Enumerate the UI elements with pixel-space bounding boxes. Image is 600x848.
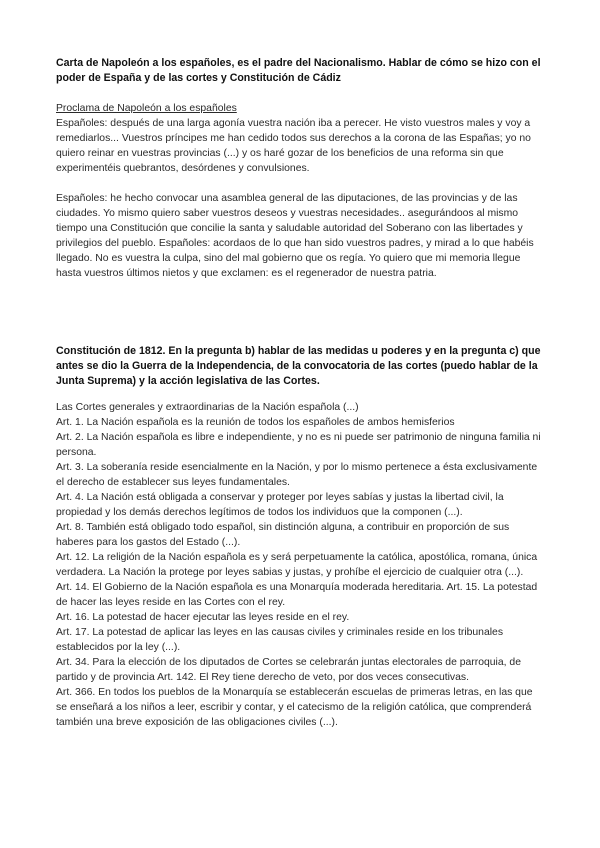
article-item: Art. 17. La potestad de aplicar las leyes en las causas civiles y criminales reside en los tribunales establecidos por la ley (...). — [56, 627, 504, 653]
article-item: Art. 366. En todos los pueblos de la Monarquía se establecerán escuelas de primeras letras, en las que se enseñará a los niños a leer, escribir y contar, y el catecismo de la religión católica, que comprenderá también una breve exposición de las obligaciones civiles (...). — [56, 687, 533, 728]
article-item: Art. 16. La potestad de hacer ejecutar las leyes reside en el rey. — [56, 612, 350, 623]
article-item: Art. 3. La soberanía reside esencialmente en la Nación, y por lo mismo pertenece a ésta exclusivamente el derecho de establecer sus leyes fundamentales. — [56, 462, 538, 488]
proclamation-title: Proclama de Napoleón a los españoles — [56, 103, 237, 114]
constitution-intro: Las Cortes generales y extraordinarias de la Nación española (...) — [56, 402, 359, 413]
article-item: Art. 2. La Nación española es libre e independiente, y no es ni puede ser patrimonio de ninguna familia ni persona. — [56, 432, 541, 458]
article-item: Art. 8. También está obligado todo español, sin distinción alguna, a contribuir en proporción de sus haberes para los gastos del Estado (...). — [56, 522, 510, 548]
proclamation-paragraph-2: Españoles: he hecho convocar una asamblea general de las diputaciones, de las provincias y de las ciudades. Yo mismo quiero saber vuestros deseos y vuestras necesidades.. asegurándoos al mismo tiempo una Constitución que concilie la santa y saludable autoridad del Soberano con las libertades y privilegios del pueblo. Españoles: acordaos de lo que han sido vuestros padres, y mirad a lo que habéis llegado. No es vuestra la culpa, sino del mal gobierno que os regía. Yo quiero que mi memoria llegue hasta vuestros últimos nietos y que exclamen: es el regenerador de nuestra patria. — [56, 193, 534, 279]
section2-heading: Constitución de 1812. En la pregunta b) hablar de las medidas u poderes y en la pregunta c) que antes se dio la Guerra de la Independencia, de la convocatoria de las cortes (puedo hablar de la Junta Suprema) y la acción legislativa de las Cortes. — [56, 345, 541, 387]
proclamation-paragraph-1: Españoles: después de una larga agonía vuestra nación iba a perecer. He visto vuestros males y voy a remediarlos... Vuestros príncipes me han cedido todos sus derechos a la corona de las Españas; yo no quiero reinar en vuestras provincias (...) y os haré gozar de los beneficios de una reforma sin que experimentéis quebrantos, desórdenes y convulsiones. — [56, 118, 531, 174]
document-page — [56, 56, 546, 730]
article-item: Art. 4. La Nación está obligada a conservar y proteger por leyes sabías y justas la libertad civil, la propiedad y los demás derechos legítimos de todos los individuos que la componen (...). — [56, 492, 504, 518]
article-item: Art. 12. La religión de la Nación española es y será perpetuamente la católica, apostólica, romana, única verdadera. La Nación la protege por leyes sabias y justas, y prohíbe el ejercicio de cualquier otra (...). — [56, 552, 538, 578]
constitution-articles — [56, 415, 546, 730]
article-item: Art. 34. Para la elección de los diputados de Cortes se celebrarán juntas electorales de parroquia, de partido y de provincia Art. 142. El Rey tiene derecho de veto, por dos veces consecutivas. — [56, 657, 521, 683]
article-item: Art. 14. El Gobierno de la Nación española es una Monarquía moderada hereditaria. Art. 15. La potestad de hacer las leyes reside en las Cortes con el rey. — [56, 582, 538, 608]
article-item: Art. 1. La Nación española es la reunión de todos los españoles de ambos hemisferios — [56, 417, 455, 428]
section1-heading: Carta de Napoleón a los españoles, es el padre del Nacionalismo. Hablar de cómo se hizo con el poder de España y de las cortes y Constitución de Cádiz — [56, 57, 541, 84]
